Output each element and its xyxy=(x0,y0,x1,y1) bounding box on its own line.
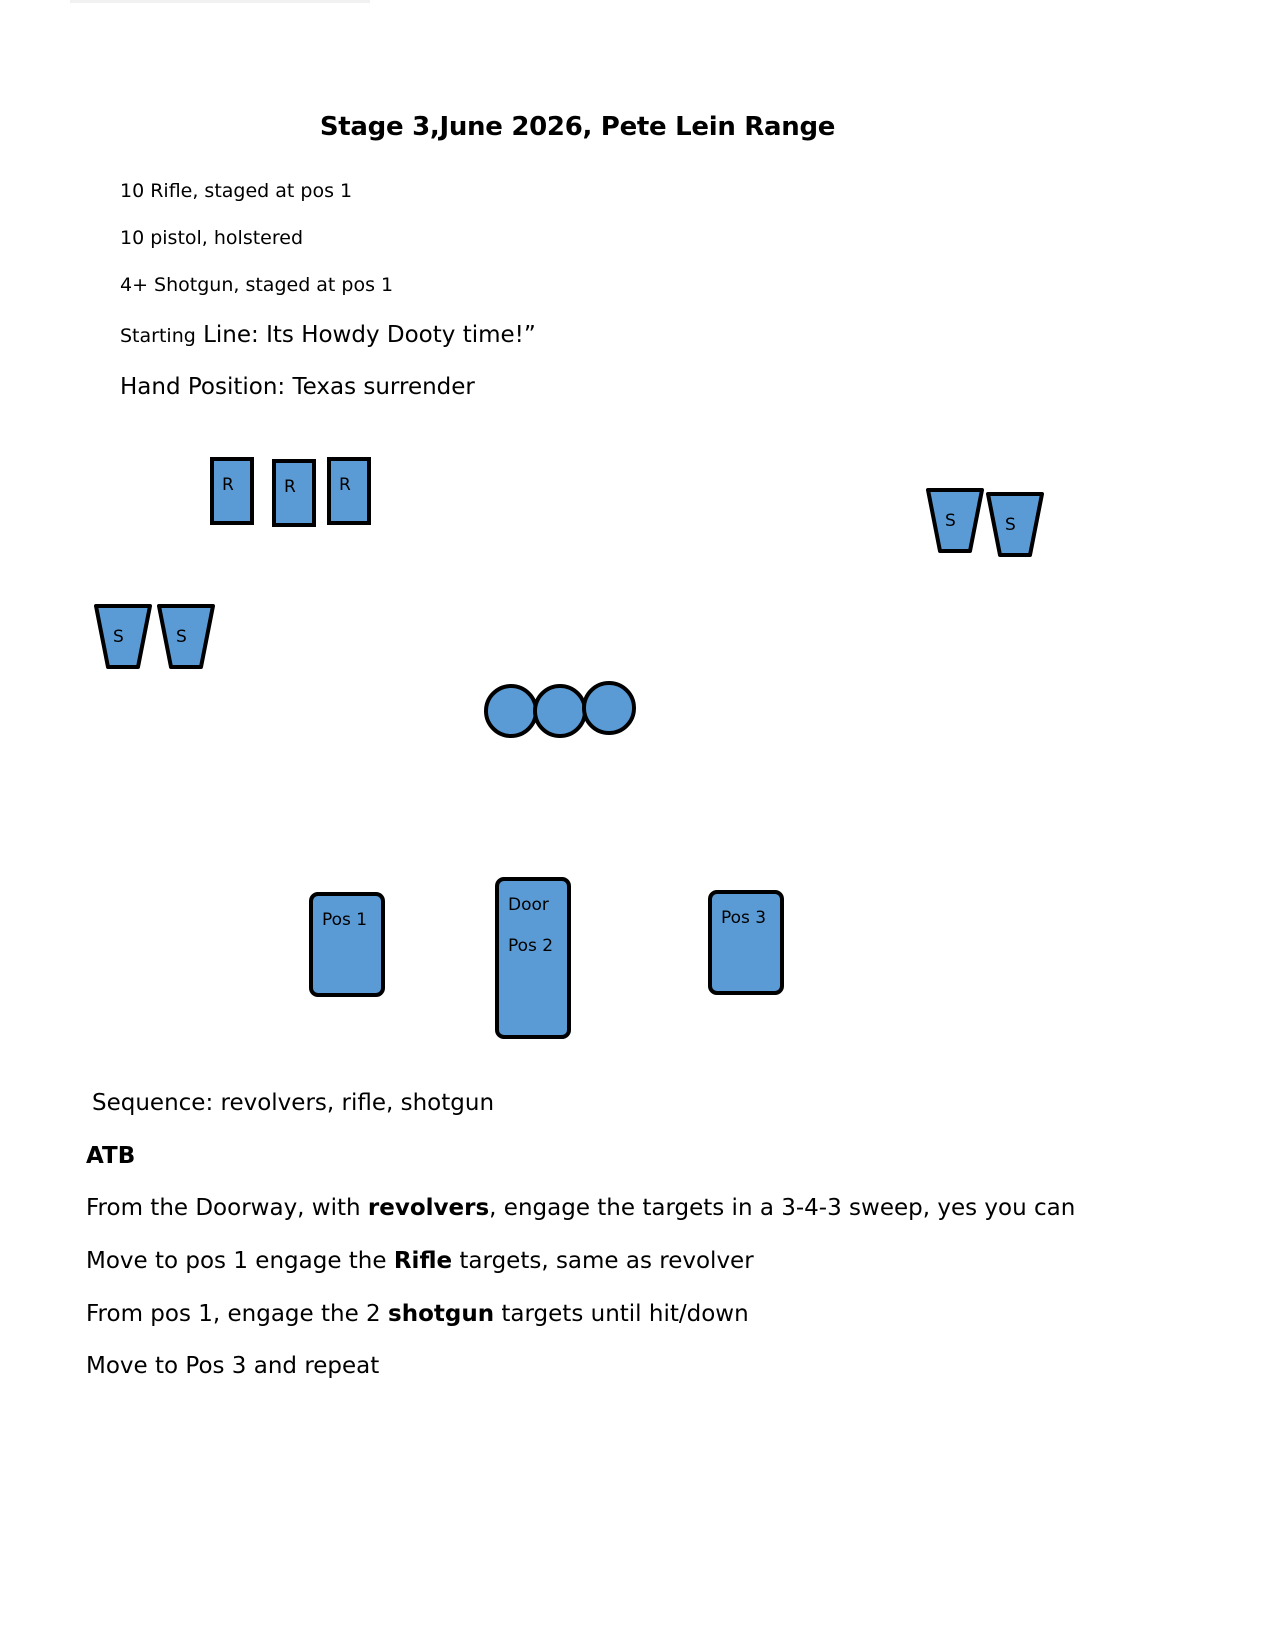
step-2-text-a: Move to pos 1 engage the xyxy=(86,1248,394,1274)
step-3 xyxy=(86,1301,749,1327)
step-1 xyxy=(86,1195,1075,1221)
pistol-target xyxy=(484,684,538,738)
shotgun-info: 4+ Shotgun, staged at pos 1 xyxy=(120,274,394,296)
step-1-text-c: , engage the targets in a 3-4-3 sweep, yes you can xyxy=(489,1195,1076,1221)
hand-position: Hand Position: Texas surrender xyxy=(120,374,475,400)
shotgun-target-label: S xyxy=(176,627,187,647)
pistol-info: 10 pistol, holstered xyxy=(120,227,304,249)
starting-text: Line: Its Howdy Dooty time!” xyxy=(195,322,536,348)
position-3-box xyxy=(708,890,784,995)
stage-title: Stage 3,June 2026, Pete Lein Range xyxy=(319,112,836,142)
rifle-target-label: R xyxy=(339,475,351,495)
shotgun-target-label: S xyxy=(113,627,124,647)
pos3-label: Pos 3 xyxy=(721,908,767,928)
rifle-info: 10 Rifle, staged at pos 1 xyxy=(120,180,353,202)
step-2-bold: Rifle xyxy=(393,1248,453,1274)
shotgun-target xyxy=(93,603,153,671)
step-2 xyxy=(86,1248,754,1274)
rifle-target-label: R xyxy=(222,475,234,495)
rifle-target xyxy=(272,459,316,527)
step-1-bold: revolvers xyxy=(367,1195,490,1221)
pos2-label: Pos 2 xyxy=(508,936,554,956)
step-4: Move to Pos 3 and repeat xyxy=(86,1353,380,1379)
door-label: Door xyxy=(508,895,549,915)
sequence-line: Sequence: revolvers, rifle, shotgun xyxy=(92,1090,495,1116)
pos1-label: Pos 1 xyxy=(322,910,368,930)
starting-prefix: Starting xyxy=(120,325,196,347)
pistol-target xyxy=(533,684,587,738)
rifle-target xyxy=(210,457,254,525)
door-position-2-box xyxy=(495,877,571,1039)
atb-heading: ATB xyxy=(86,1143,136,1169)
shotgun-target xyxy=(925,487,985,555)
step-3-text-a: From pos 1, engage the 2 xyxy=(86,1301,388,1327)
position-1-box xyxy=(309,892,385,997)
starting-line xyxy=(120,322,536,348)
step-3-bold: shotgun xyxy=(388,1301,495,1327)
shotgun-target xyxy=(985,491,1045,559)
shotgun-target xyxy=(156,603,216,671)
top-edge-line xyxy=(70,0,370,3)
step-1-text-a: From the Doorway, with xyxy=(86,1195,368,1221)
step-2-text-c: targets, same as revolver xyxy=(452,1248,754,1274)
shotgun-target-label: S xyxy=(945,511,956,531)
rifle-target xyxy=(327,457,371,525)
step-3-text-c: targets until hit/down xyxy=(494,1301,749,1327)
shotgun-target-label: S xyxy=(1005,515,1016,535)
pistol-target xyxy=(582,681,636,735)
rifle-target-label: R xyxy=(284,477,296,497)
